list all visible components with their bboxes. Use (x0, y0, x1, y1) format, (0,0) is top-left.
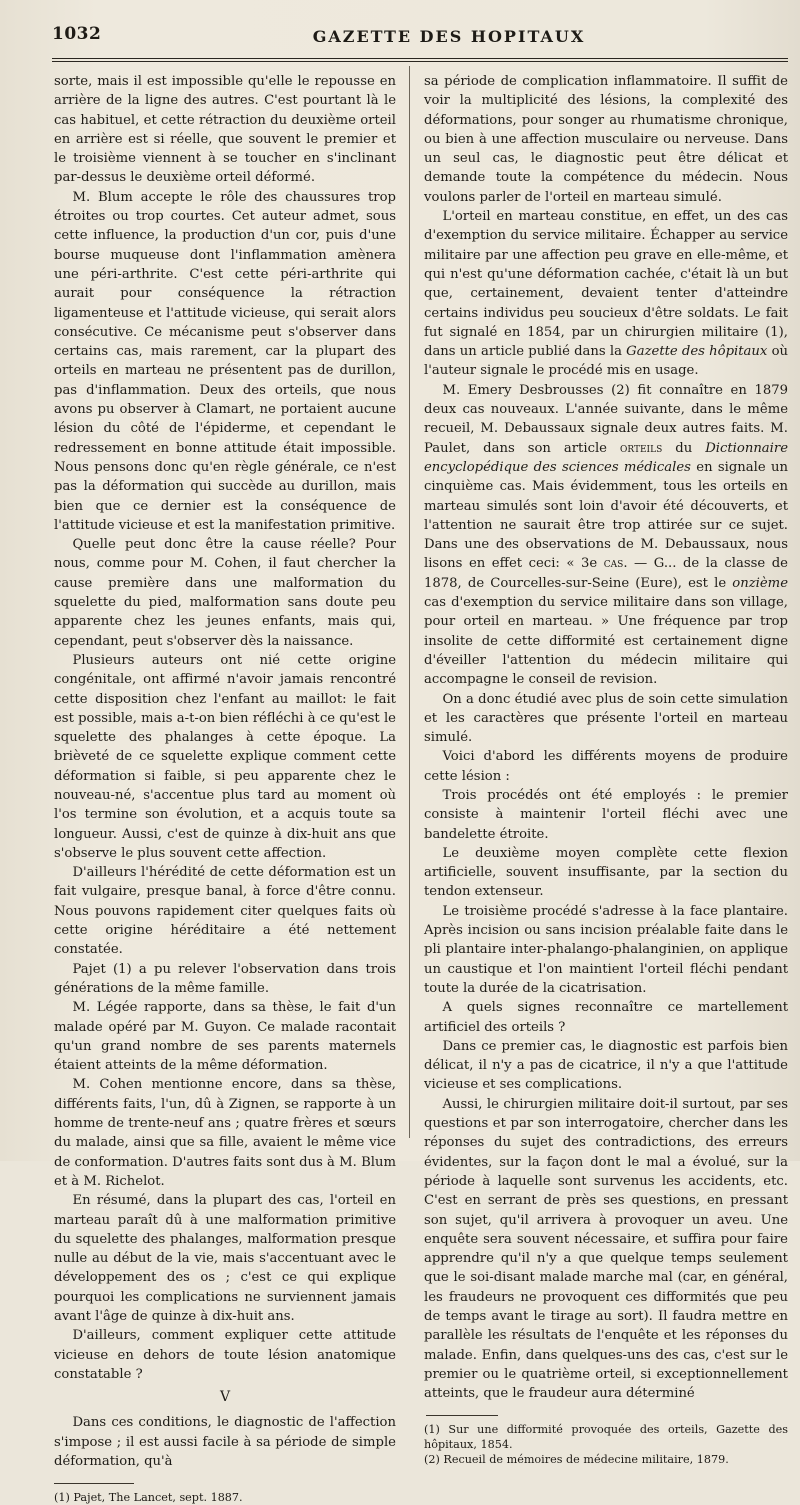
text-run: M. Emery Desbrousses (2) fit connaître en 1879 deux cas nouveaux. L'année suivante, dans le même recueil, M. Debaussaux signale deux autres faits. M. Paulet, dans son article (424, 382, 788, 456)
paragraph: M. Légée rapporte, dans sa thèse, le fait d'un malade opéré par M. Guyon. Ce malade racontait qu'un grand nombre de ses parents maternels étaient atteints de la même déformation. (54, 1000, 396, 1074)
paragraph: Plusieurs auteurs ont nié cette origine congénitale, ont affirmé n'avoir jamais rencontré cette disposition chez l'enfant au maillot: le fait est possible, mais a-t-on bien réfléchi à ce qu'est le squelette des phalanges à cette époque. La brièveté de ce squelette explique comment cette déformation si faible, si peu apparente chez le nouveau-né, s'accentue plus tard au moment où l'os termine son évolution, et a acquis toute sa longueur. Aussi, c'est de quinze à dix-huit ans que s'observe le plus souvent cette affection. (54, 652, 396, 861)
paragraph: On a donc étudié avec plus de soin cette simulation et les caractères que présente l'orteil en marteau simulé. (424, 691, 788, 746)
section-heading: V (219, 1389, 231, 1406)
paragraph: M. Cohen mentionne encore, dans sa thèse, différents faits, l'un, dû à Zignen, se rapporte à un homme de trente-neuf ans ; quatre frères et sœurs du malade, ainsi que sa fille, avaient le même vice de conformation. D'autres faits sont dus à M. Blum et à M. Richelot. (54, 1077, 396, 1189)
text-run: du (662, 440, 706, 456)
text-run: cas d'exemption du service militaire dans son village, pour orteil en marteau. » Une fréquence par trop insolite de cette difformité est certainement digne d'éveiller l'attention du médecin militaire qui accompagne le conseil de revision. (424, 595, 788, 688)
paragraph: sa période de complication inflammatoire. Il suffit de voir la multiplicité des lésions, la complexité des déformations, pour songer au rhumatisme chronique, ou bien à une affection musculaire ou nerveuse. Dans un seul cas, le diagnostic peut être délicat et demande toute la compétence du médecin. Nous voulons parler de l'orteil en marteau simulé. (424, 74, 788, 205)
paragraph: D'ailleurs, comment expliquer cette attitude vicieuse en dehors de toute lésion anatomique constatable ? (54, 1328, 396, 1382)
paragraph: Aussi, le chirurgien militaire doit-il surtout, par ses questions et par son interrogatoire, chercher dans les réponses du sujet des contradictions, des erreurs évidentes, sur la façon dont le mal a évolué, sur la période à laquelle sont survenus les accidents, etc. C'est en serrant de près ses questions, en pressant son sujet, qu'il arrivera à provoquer un aveu. Une enquête sera souvent nécessaire, et suffira pour faire apprendre qu'il n'y a que quelque temps seulement que le soi-disant malade marche mal (car, en général, les fraudeurs ne provoquent ces difformités que peu de temps avant le tirage au sort). Il faudra mettre en parallèle les résultats de l'enquête et les réponses du malade. Enfin, dans quelques-uns des cas, c'est sur le premier ou le quatrième orteil, si exceptionnellement atteints, que le fraudeur aura déterminé (424, 1096, 788, 1402)
header-rule (52, 58, 788, 62)
paragraph: En résumé, dans la plupart des cas, l'orteil en marteau paraît dû à une malformation primitive du squelette des phalanges, malformation presque nulle au début de la vie, mais s'accentuant avec le développement des os ; c'est ce qui explique pourquoi les complications ne surviennent jamais avant l'âge de quinze à dix-huit ans. (54, 1193, 396, 1324)
paragraph: Dans ce premier cas, le diagnostic est parfois bien délicat, il n'y a pas de cicatrice, il n'y a que l'attitude vicieuse et ses complications. (424, 1038, 788, 1093)
paragraph: Trois procédés ont été employés : le premier consiste à maintenir l'orteil fléchi avec une bandelette étroite. (424, 787, 788, 842)
footnote: (1) Pajet, The Lancet, sept. 1887. (54, 1491, 243, 1505)
paragraph: Voici d'abord les différents moyens de produire cette lésion : (424, 749, 788, 784)
paragraph: Le deuxième moyen complète cette flexion artificielle, souvent insuffisante, par la section du tendon extenseur. (424, 845, 788, 900)
paragraph: Pajet (1) a pu relever l'observation dans trois générations de la même famille. (54, 961, 396, 996)
small-caps-term: cas (603, 556, 624, 572)
footnote: (2) Recueil de mémoires de médecine militaire, 1879. (424, 1453, 729, 1467)
paragraph: sorte, mais il est impossible qu'elle le repousse en arrière de la ligne des autres. C'est pourtant là le cas habituel, et cette rétraction du deuxième orteil en arrière est si réelle, que souvent le premier et le troisième viennent à se toucher en s'inclinant par-dessus le deuxième orteil déformé. (54, 74, 396, 186)
page-header (52, 22, 786, 52)
right-column (424, 72, 788, 1467)
paragraph (424, 381, 788, 690)
italic-word: onzième (732, 575, 788, 591)
italic-title: Dictionnaire encyclopédique des sciences médicales (424, 440, 788, 475)
footnote: (1) Sur une difformité provoquée des orteils, Gazette des hôpitaux, 1854. (424, 1423, 788, 1452)
paragraph: D'ailleurs l'hérédité de cette déformation est un fait vulgaire, presque banal, à force d'être connu. Nous pouvons rapidement citer quelques faits où cette origine héréditaire a été nettement constatée. (54, 865, 396, 958)
paragraph (424, 207, 788, 381)
paragraph: Dans ces conditions, le diagnostic de l'affection s'impose ; il est aussi facile à sa période de simple déformation, qu'à (54, 1415, 396, 1470)
paragraph: M. Blum accepte le rôle des chaussures trop étroites ou trop courtes. Cet auteur admet, sous cette influence, la production d'un cor, puis d'une bourse muqueuse dont l'inflammation amènera une péri-arthrite. C'est cette péri-arthrite qui aurait pour conséquence la rétraction ligamenteuse et l'attitude vicieuse, qui serait alors consécutive. Ce mécanisme peut s'observer dans certains cas, mais rarement, car la plupart des orteils en marteau ne présentent pas de durillon, pas d'inflammation. Deux des orteils, que nous avons pu observer à Clamart, ne portaient aucune lésion du côté de l'épiderme, et cependant le redressement en bonne attitude était impossible. Nous pensons donc qu'en règle générale, ce n'est pas la déformation qui succède au durillon, mais bien que ce dernier est la conséquence de l'attitude vicieuse et est la manifestation primitive. (54, 189, 396, 533)
paragraph: Le troisième procédé s'adresse à la face plantaire. Après incision ou sans incision préalable faite dans le pli plantaire inter-phalango-phalanginien, on applique un caustique et l'on maintient l'orteil fléchi pendant toute la durée de la cicatrisation. (424, 903, 788, 996)
paragraph: Quelle peut donc être la cause réelle? Pour nous, comme pour M. Cohen, il faut chercher la cause première dans une malformation du squelette du pied, malformation sans doute peu apparente chez les jeunes enfants, mais qui, cependant, peut s'observer dès la naissance. (54, 537, 396, 649)
small-caps-term: orteils (619, 440, 663, 456)
text-run: . — G... de la classe de 1878, de Courcelles-sur-Seine (Eure), est le (424, 556, 788, 591)
page-number: 1032 (52, 24, 102, 44)
column-divider (409, 66, 410, 1138)
left-column (54, 72, 396, 1505)
text-run: où l'auteur signale le procédé mis en usage. (424, 344, 789, 379)
running-title: GAZETTE DES HOPITAUX (312, 27, 586, 46)
paragraph: A quels signes reconnaître ce martellement artificiel des orteils ? (424, 1000, 788, 1035)
italic-title: Gazette des hôpitaux (626, 344, 768, 360)
footnote-rule (426, 1415, 498, 1416)
footnote-rule (54, 1483, 134, 1484)
text-run: en signale un cinquième cas. Mais évidemment, tous les orteils en marteau simulés sont loin d'avoir été découverts, et l'attention ne saurait être trop attirée sur ce sujet. Dans une des observations de M. Debaussaux, nous lisons en effet ceci: « 3e (424, 459, 788, 572)
text-run: L'orteil en marteau constitue, en effet, un des cas d'exemption du service militaire. Échapper au service militaire par une affection peu grave en elle-même, et qui n'est qu'une déformation cachée, c'était là un but que, certainement, devaient tenter d'atteindre certains individus peu soucieux d'être soldats. Le fait fut signalé en 1854, par un chirurgien militaire (1), dans un article publié dans la (424, 209, 788, 360)
